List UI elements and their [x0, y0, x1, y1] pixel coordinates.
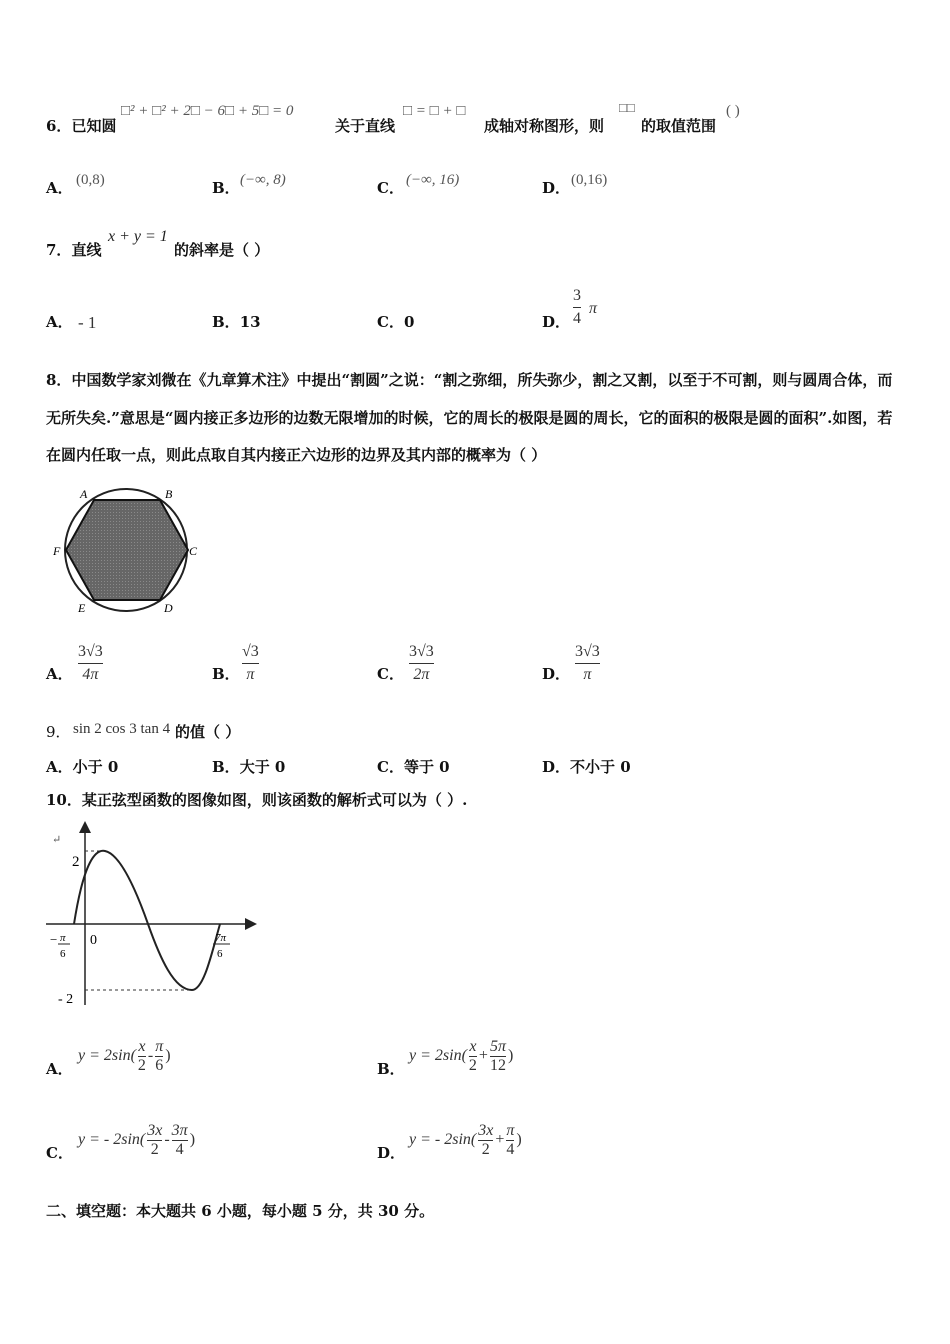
q7-option-d-fraction: 3 4: [573, 287, 581, 327]
q6-stem: 6．已知圆: [46, 117, 117, 135]
q8-option-b-fraction: √3 π: [242, 643, 259, 683]
q8-label-e: E: [78, 601, 86, 615]
q10-x-left-den: 6: [60, 948, 66, 960]
q10-option-d-formula: y = - 2sin( 3x 2 + π 4 ): [409, 1121, 522, 1158]
q9-expression: sin 2 cos 3 tan 4: [73, 721, 171, 737]
q10-option-c-letter: C．: [46, 1144, 73, 1162]
q7-option-c-letter: C．0: [377, 313, 415, 331]
q6-circle-equation: □² + □² + 2□ − 6□ + 5□ = 0: [121, 103, 294, 119]
q7-option-b-value: 13: [239, 313, 261, 331]
q6-variable: □□: [619, 100, 635, 115]
q6-option-d-value: (0,16): [571, 172, 608, 188]
q10-y-max-label: 2: [72, 854, 80, 870]
q10-option-a-formula: y = 2sin( x 2 - π 6 ): [78, 1037, 171, 1074]
section-2-title: 二、填空题：本大题共 6 小题，每小题 5 分，共 30 分。: [46, 1202, 435, 1220]
q7-option-b-letter: B．13: [212, 313, 261, 331]
q10-option-c-formula: y = - 2sin( 3x 2 - 3π 4 ): [78, 1121, 196, 1158]
q7-option-a-letter: A．: [46, 313, 73, 331]
q8-option-a-letter: A．: [46, 665, 73, 683]
q10-option-d-letter: D．: [377, 1144, 406, 1162]
q7-stem: 7．直线: [46, 241, 102, 259]
q10-number: 10．: [46, 791, 82, 809]
q9-option-a: A．小于 0: [46, 758, 119, 776]
q10-y-min-label: - 2: [58, 992, 74, 1007]
q8-option-d-fraction: 3√3 π: [575, 643, 600, 683]
q9-option-d: D．不小于 0: [542, 758, 631, 776]
q7-option-c-value: 0: [403, 313, 415, 331]
q6-option-d-letter: D．: [542, 179, 571, 197]
q9-option-b: B．大于 0: [212, 758, 286, 776]
q8-option-a-fraction: 3√3 4π: [78, 643, 103, 683]
q6-option-c-letter: C．: [377, 179, 404, 197]
q10-option-b-letter: B．: [377, 1060, 405, 1078]
q9-number: 9．: [46, 723, 71, 741]
q8-hexagon-figure: [50, 485, 210, 617]
q10-origin-label: 0: [90, 933, 97, 948]
q10-option-a-letter: A．: [46, 1060, 73, 1078]
q6-option-b-letter: B．: [212, 179, 240, 197]
q10-x-left-num: π: [60, 932, 66, 944]
q7-number: 7．: [46, 241, 72, 259]
q6-paren: ( ): [726, 103, 740, 119]
q6-number: 6．: [46, 117, 72, 135]
q10-x-right-den: 6: [217, 948, 223, 960]
q7-line-equation: x + y = 1: [108, 228, 168, 245]
q10-x-right-num: 7π: [215, 932, 227, 944]
q8-option-c-letter: C．: [377, 665, 404, 683]
q6-option-a-value: (0,8): [76, 172, 105, 188]
q6-option-b-value: (−∞, 8): [240, 172, 286, 188]
q8-label-f: F: [53, 544, 61, 558]
q10-sine-curve: [74, 851, 220, 990]
q6-line-equation: □ = □ + □: [403, 103, 466, 119]
q8-option-b-letter: B．: [212, 665, 240, 683]
q10-return-mark: ↵: [52, 834, 62, 846]
q8-stem: 8．中国数学家刘微在《九章算术注》中提出“割圆”之说：“割之弥细，所失弥少，割之又割，以至于不可割，则与圆周合体，而无所失矣.”意思是“圆内接正多边形的边数无限增加的时候，它的周长的极限是圆的周长，它的面积的极限是圆的面积”.如图，若在圆内任取一点，则此点取自其内接正六边形的边界及其内部的概率为（ ）: [46, 371, 893, 464]
q6-option-c-value: (−∞, 16): [406, 172, 460, 188]
q8-label-a: A: [80, 487, 88, 501]
q6-option-a-letter: A．: [46, 179, 73, 197]
q8-option-d-letter: D．: [542, 665, 571, 683]
q8-label-d: D: [164, 601, 173, 615]
q8-option-c-fraction: 3√3 2π: [409, 643, 434, 683]
q8-number: 8．: [46, 371, 72, 389]
q10-x-left-sign: −: [50, 932, 58, 947]
q7-option-d-letter: D．: [542, 313, 571, 331]
q9-option-c: C．等于 0: [377, 758, 450, 776]
q7-option-a-value: - 1: [78, 313, 97, 332]
q8-label-c: C: [189, 544, 198, 558]
q10-option-b-formula: y = 2sin( x 2 + 5π 12 ): [409, 1037, 514, 1074]
q8-label-b: B: [165, 487, 173, 501]
q10-sine-graph: [44, 820, 260, 1010]
q10-stem: 10．某正弦型函数的图像如图，则该函数的解析式可以为（ ）.: [46, 791, 468, 809]
